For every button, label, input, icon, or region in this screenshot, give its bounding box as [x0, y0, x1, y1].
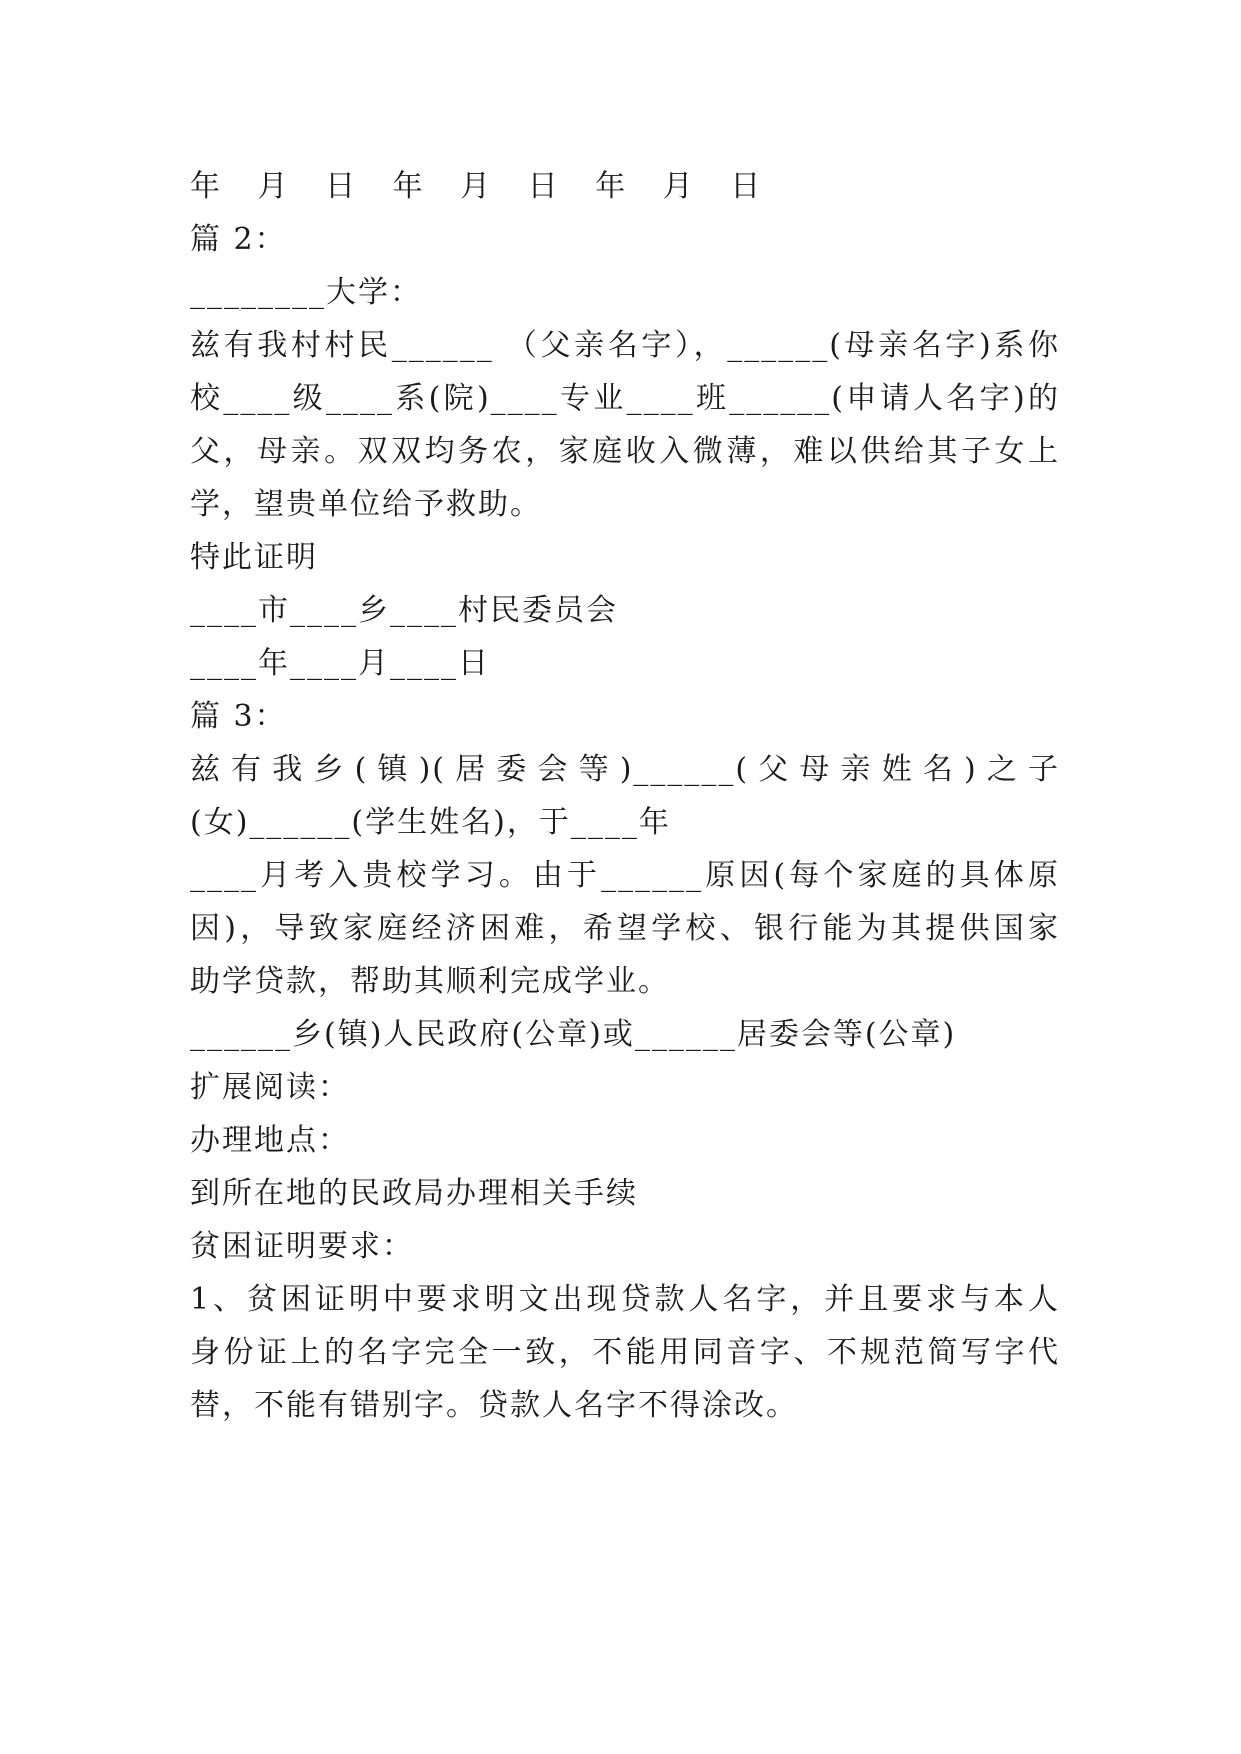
requirement-line: 1、贫困证明中要求明文出现贷款人名字，并且要求与本人 — [190, 1282, 1060, 1317]
requirements-heading: 贫困证明要求： — [190, 1229, 414, 1264]
paragraph-line: 因)，导致家庭经济困难，希望学校、银行能为其提供国家 — [190, 911, 1060, 946]
village-committee-signature: ____市____乡____村民委员会 — [190, 593, 618, 628]
location-text: 到所在地的民政局办理相关手续 — [190, 1176, 638, 1211]
paragraph-line: 兹有我乡(镇)(居委会等)______(父母亲姓名)之子 — [190, 752, 1060, 787]
date-line: 年 月 日 年 月 日 年 月 日 — [190, 169, 775, 204]
paragraph-line: 父，母亲。双双均务农，家庭收入微薄，难以供给其子女上 — [190, 434, 1060, 469]
recipient-university: ________大学： — [190, 275, 422, 310]
paragraph-line: (女)______(学生姓名)，于____年 — [190, 805, 671, 840]
paragraph-line: 学，望贵单位给予救助。 — [190, 487, 542, 522]
section-heading-2: 篇 2： — [190, 222, 287, 257]
requirement-line: 身份证上的名字完全一致，不能用同音字、不规范简写字代 — [190, 1335, 1060, 1370]
document-page — [190, 160, 1060, 1432]
signature-date: ____年____月____日 — [190, 646, 490, 681]
paragraph-line: 兹有我村村民______ （父亲名字），______(母亲名字)系你 — [190, 328, 1060, 363]
requirement-line: 替，不能有错别字。贷款人名字不得涂改。 — [190, 1388, 798, 1423]
paragraph-line: ____月考入贵校学习。由于______原因(每个家庭的具体原 — [190, 858, 1060, 893]
extended-reading-heading: 扩展阅读： — [190, 1070, 350, 1105]
section-heading-3: 篇 3： — [190, 699, 287, 734]
paragraph-line: 助学贷款，帮助其顺利完成学业。 — [190, 964, 670, 999]
government-seal-line: ______乡(镇)人民政府(公章)或______居委会等(公章) — [190, 1017, 957, 1052]
location-heading: 办理地点： — [190, 1123, 350, 1158]
certification-text: 特此证明 — [190, 540, 318, 575]
paragraph-line: 校____级____系(院)____专业____班______(申请人名字)的 — [190, 381, 1060, 416]
